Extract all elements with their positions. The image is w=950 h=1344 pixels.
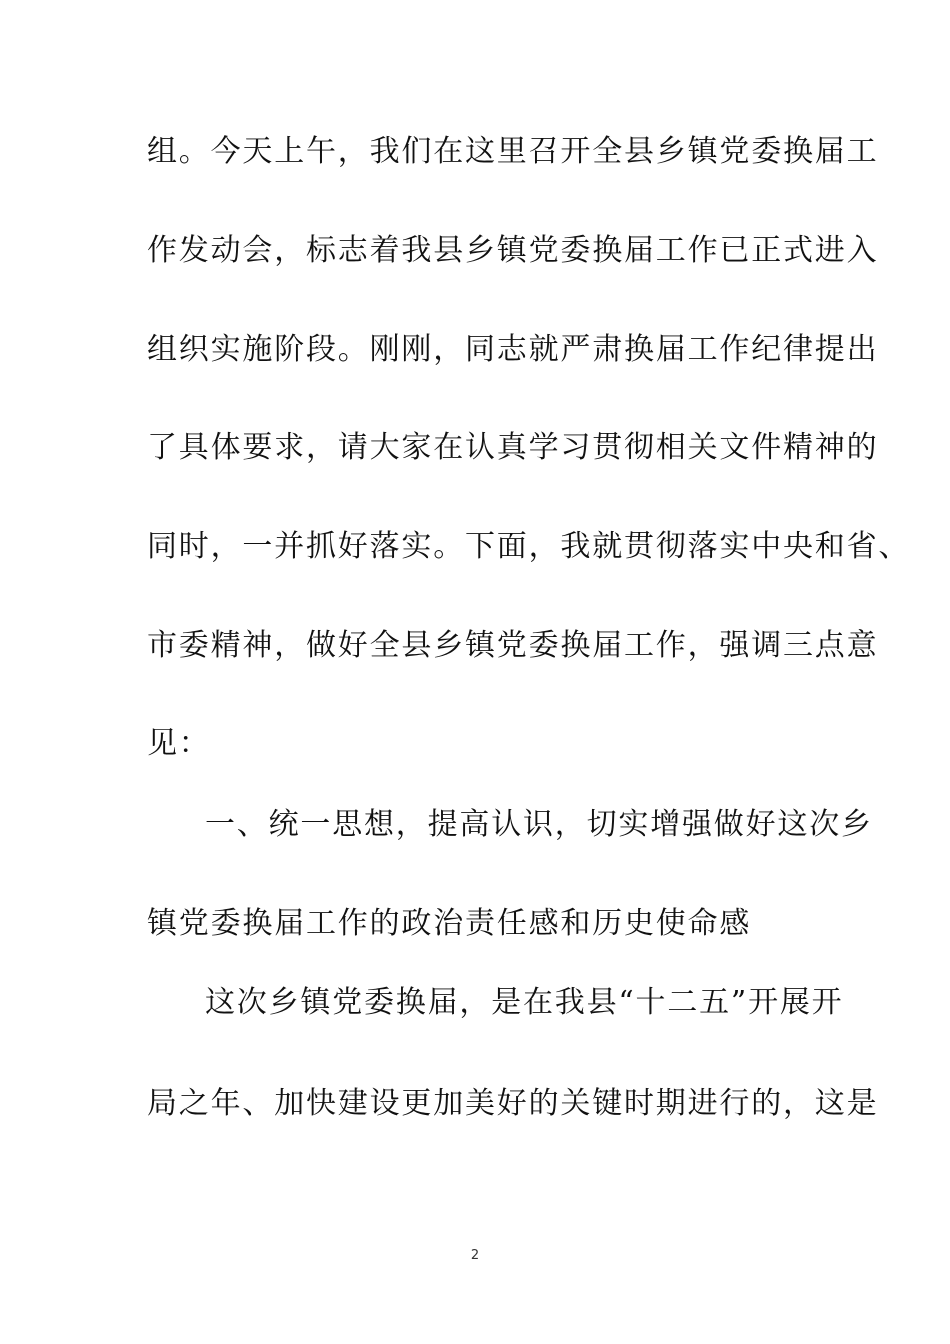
body-text-line: 作发动会，标志着我县乡镇党委换届工作已正式进入 [147,233,879,268]
page-number: 2 [470,1248,480,1263]
body-text-line: 组。今天上午，我们在这里召开全县乡镇党委换届工 [147,134,879,169]
body-text-line: 局之年、加快建设更加美好的关键时期进行的，这是 [147,1086,879,1121]
body-text-line: 同时，一并抓好落实。下面，我就贯彻落实中央和省、 [147,529,911,564]
section-heading-line: 镇党委换届工作的政治责任感和历史使命感 [147,906,752,941]
body-text-line: 组织实施阶段。刚刚，同志就严肃换届工作纪律提出 [147,332,879,367]
body-text-line: 见： [147,726,211,761]
body-text-line: 这次乡镇党委换届，是在我县“十二五”开展开 [205,985,844,1020]
body-text-line: 了具体要求，请大家在认真学习贯彻相关文件精神的 [147,430,879,465]
body-text-line: 市委精神，做好全县乡镇党委换届工作，强调三点意 [147,628,879,663]
section-heading-line: 一、统一思想，提高认识，切实增强做好这次乡 [205,807,873,842]
